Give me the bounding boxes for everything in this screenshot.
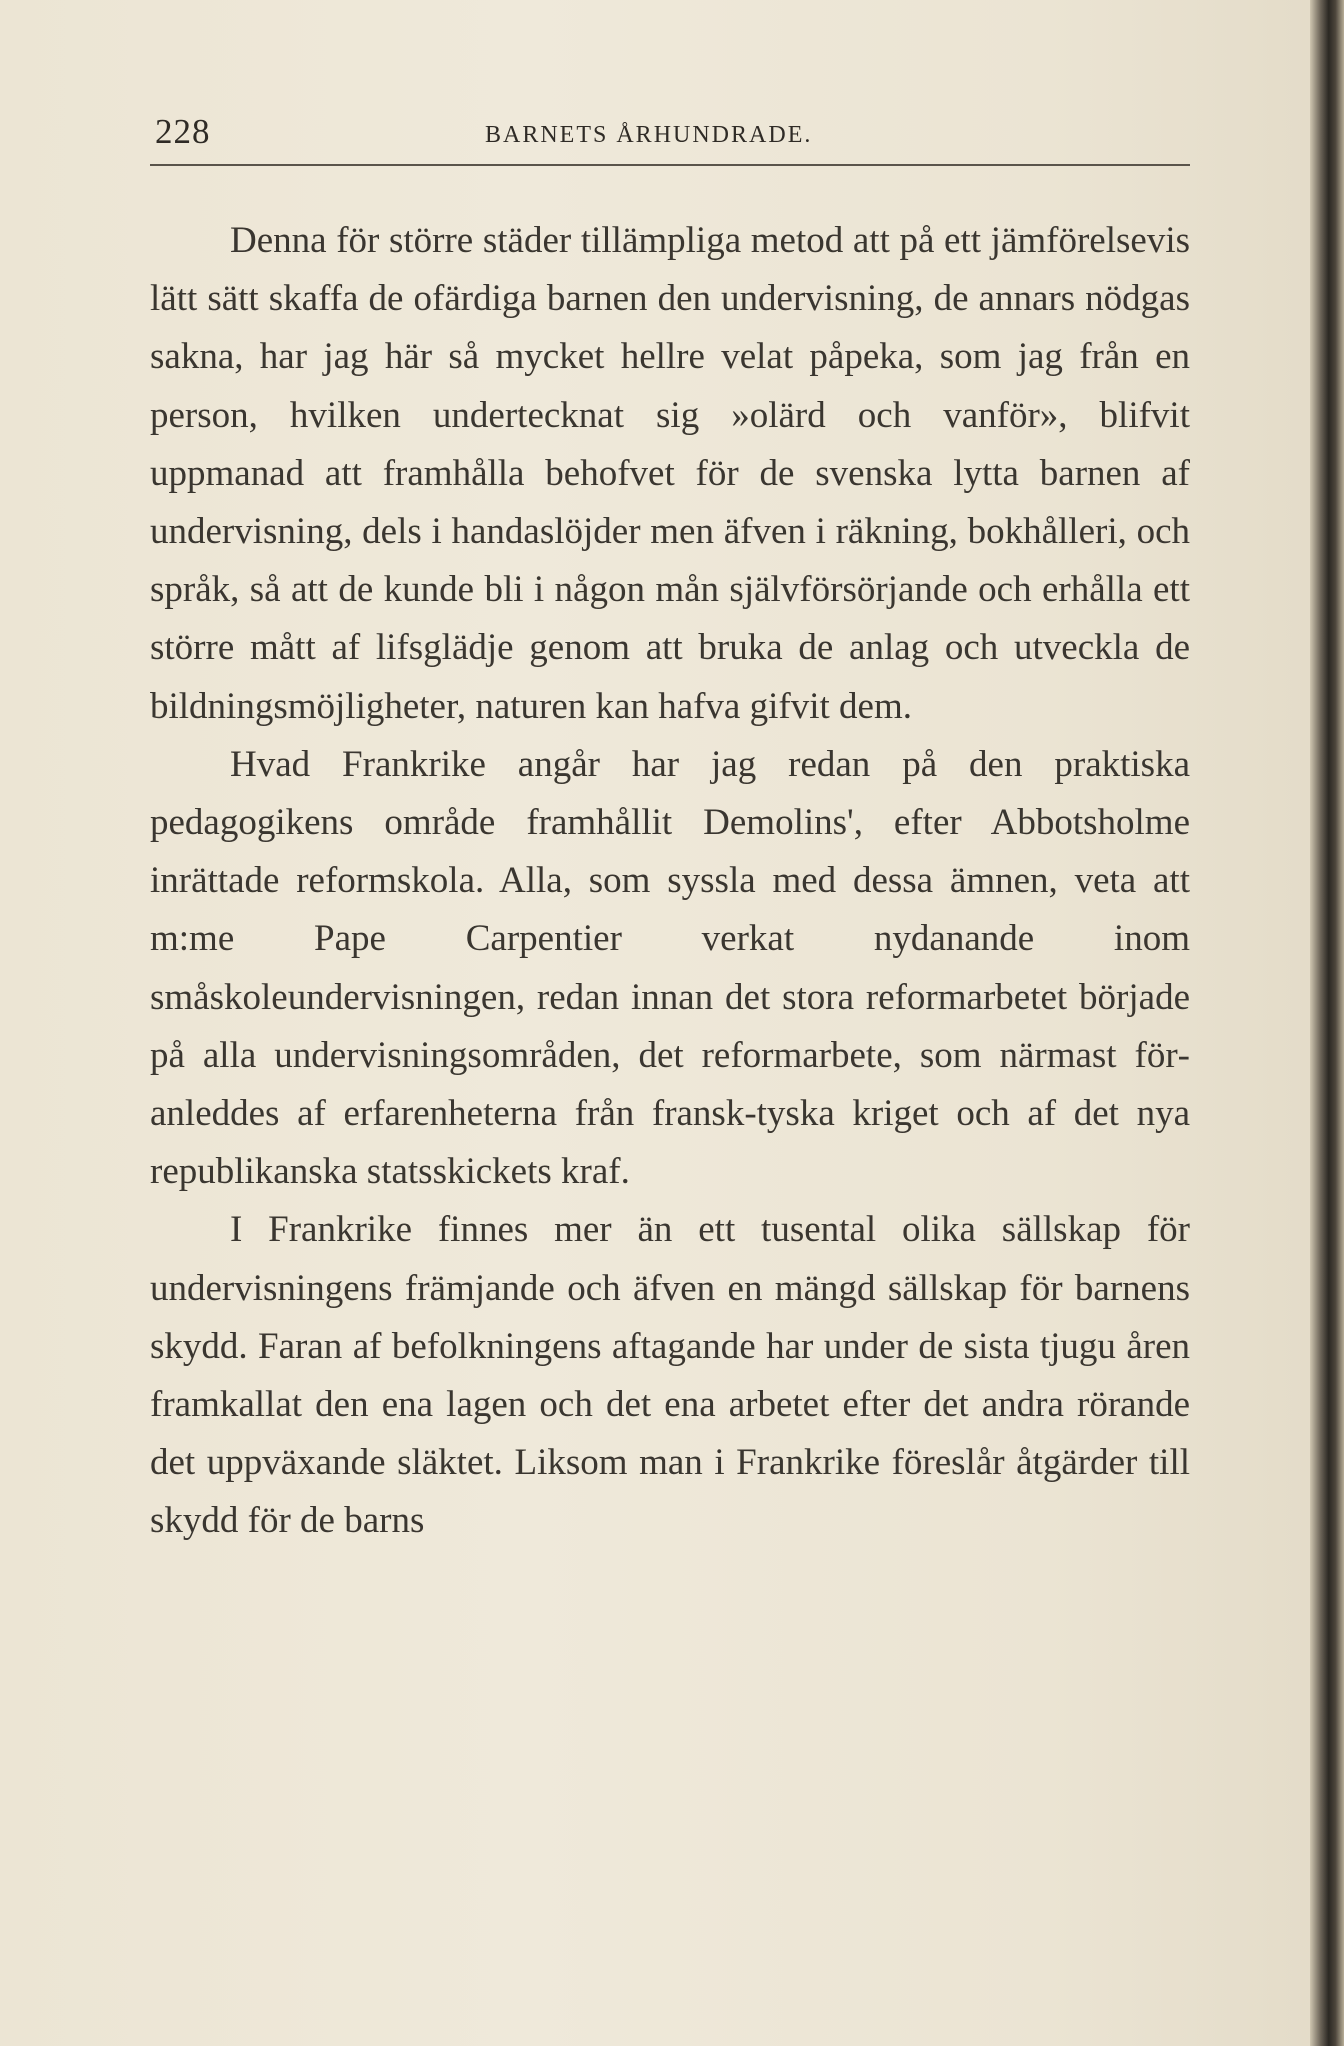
page-number: 228	[155, 112, 211, 151]
page-header	[150, 112, 1190, 162]
header-rule	[150, 164, 1190, 166]
paragraph-1: Denna för större städer tillämpliga metod att på ett jämförelsevis lätt sätt skaffa de ofärdiga barnen den undervisning, de annars nödgas sakna, har jag här så mycket hellre velat påpeka, som jag från en person, hvilken undertecknat sig »olärd och vanför», blifvit uppmanad att framhålla behofvet för de svenska lytta barnen af undervisning, dels i handaslöjder men äfven i räkning, bokhålleri, och språk, så att de kunde bli i någon mån självförsörjande och erhålla ett större mått af lifsglädje genom att bruka de anlag och utveckla de bildningsmöjligheter, naturen kan hafva gifvit dem.	[150, 220, 1190, 727]
running-title: BARNETS ÅRHUNDRADE.	[485, 122, 813, 148]
paragraph-3: I Frankrike finnes mer än ett tusental olika sällskap för undervisningens främjande och äfven en mängd sällskap för barnens skydd. Faran af befolkningens aftagande har under de sista tjugu åren framkallat den ena lagen och det ena arbetet efter det andra rörande det uppväxande släktet. Liksom man i Frankrike föreslår åtgärder till skydd för de barns	[150, 1209, 1190, 1542]
paragraph-2: Hvad Frankrike angår har jag redan på den praktiska pedagogikens område framhållit Demolins', efter Abbotsholme inrättade reformskola. Alla, som syssla med dessa ämnen, veta att m:me Pape Carpentier verkat nydanande inom småskoleundervisningen, redan innan det stora reformarbetet började på alla undervisningsområden, det reformarbete, som närmast föranleddes af erfarenheterna från fransk-tyska kriget och af det nya republikanska statsskickets kraf.	[150, 743, 1190, 1193]
book-binding-edge	[1310, 0, 1344, 2046]
body-text	[150, 212, 1190, 1551]
